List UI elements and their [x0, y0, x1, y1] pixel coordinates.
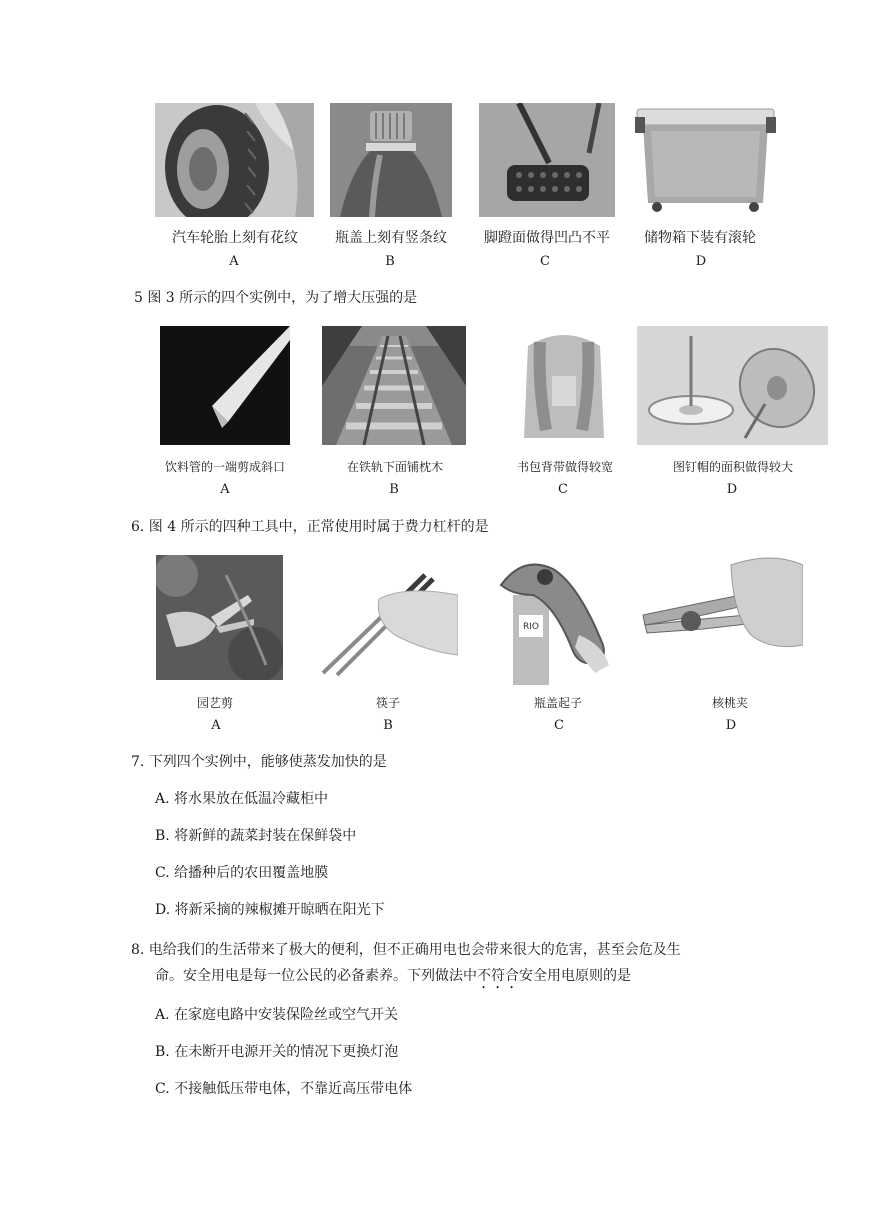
straw-photo [160, 326, 290, 445]
caption-6b: 筷子 [375, 696, 400, 710]
caption-1c: 脚蹬面做得凹凸不平 [484, 230, 610, 246]
option-8c: C. 不接触低压带电体，不靠近高压带电体 [155, 1081, 413, 1097]
caption-6a: 园艺剪 [196, 696, 233, 710]
letter-1a: A [229, 254, 239, 269]
caption-1a: 汽车轮胎上刻有花纹 [172, 230, 298, 246]
question-6: 6. 图 4 所示的四种工具中，正常使用时属于费力杠杆的是 [131, 519, 489, 535]
question-8-line2-before: 命。安全用电是每一位公民的必备素养。下列做法中 [155, 968, 477, 984]
caption-1b: 瓶盖上刻有竖条纹 [335, 230, 447, 246]
pedal-photo [479, 103, 615, 217]
caption-1d: 储物箱下装有滚轮 [644, 230, 756, 246]
letter-1d: D [695, 254, 707, 269]
caption-5a: 饮料管的一端剪成斜口 [164, 460, 285, 474]
question-7: 7. 下列四个实例中，能够使蒸发加快的是 [131, 754, 387, 770]
option-7d: D. 将新采摘的辣椒摊开晾晒在阳光下 [155, 902, 385, 918]
bottle-cap-photo [330, 103, 452, 217]
option-7b: B. 将新鲜的蔬菜封装在保鲜袋中 [155, 828, 357, 844]
letter-5b: B [389, 482, 399, 497]
pruning-shears-photo [156, 555, 283, 680]
question-8-line2 [155, 965, 631, 992]
letter-6b: B [383, 718, 393, 733]
letter-6a: A [211, 718, 221, 733]
caption-6d: 核桃夹 [711, 696, 748, 710]
caption-5d: 图钉帽的面积做得较大 [672, 460, 793, 474]
thumbtack-photo [637, 326, 828, 445]
letter-5d: D [726, 482, 738, 497]
option-8a: A. 在家庭电路中安装保险丝或空气开关 [155, 1007, 399, 1023]
option-8b: B. 在未断开电源开关的情况下更换灯泡 [155, 1044, 399, 1060]
question-8-line1: 8. 电给我们的生活带来了极大的便利，但不正确用电也会带来很大的危害，甚至会危及生 [131, 942, 681, 958]
backpack-photo [508, 326, 620, 445]
question-8-line2-after: 安全用电原则的是 [519, 968, 631, 984]
caption-6c: 瓶盖起子 [533, 696, 582, 710]
caption-5c: 书包背带做得较宽 [516, 460, 613, 474]
question-8-emphasis: 不符合 [477, 968, 519, 984]
caption-5b: 在铁轨下面铺枕木 [346, 460, 443, 474]
bottle-opener-photo [483, 555, 613, 685]
letter-5c: C [558, 482, 568, 497]
letter-1b: B [385, 254, 395, 269]
letter-6d: D [725, 718, 737, 733]
nutcracker-photo [641, 555, 803, 680]
letter-6c: C [554, 718, 564, 733]
railway-photo [322, 326, 466, 445]
letter-1c: C [540, 254, 550, 269]
option-7a: A. 将水果放在低温冷藏柜中 [155, 791, 329, 807]
question-5: 5 图 3 所示的四个实例中，为了增大压强的是 [134, 290, 418, 306]
letter-5a: A [220, 482, 230, 497]
bottle-label-text: RIO [523, 622, 539, 632]
chopsticks-photo [315, 555, 458, 680]
storage-box-photo [633, 103, 778, 217]
option-7c: C. 给播种后的农田覆盖地膜 [155, 865, 329, 881]
car-tire-photo [155, 103, 314, 217]
